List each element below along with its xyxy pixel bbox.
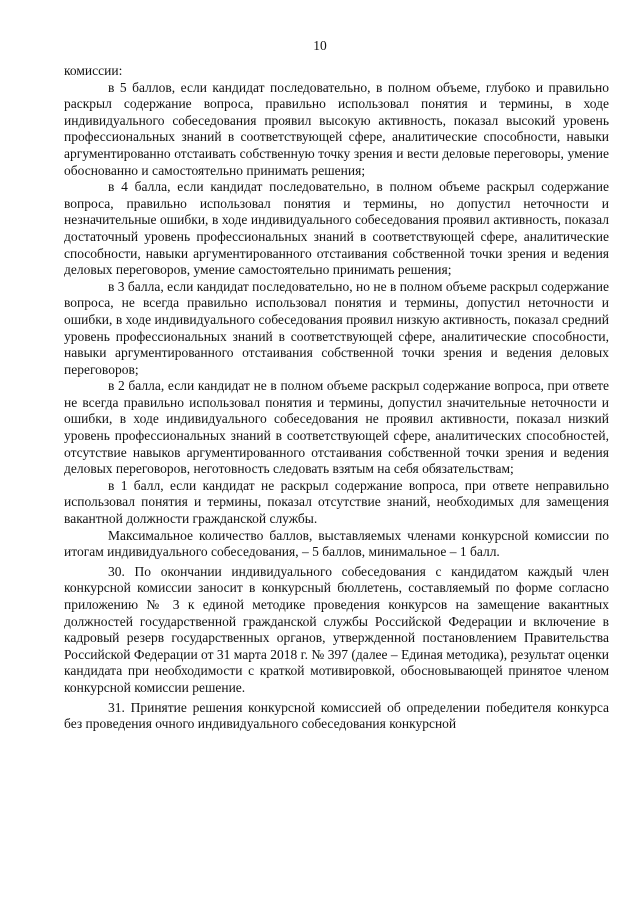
paragraph-score-1: в 1 балл, если кандидат не раскрыл содержание вопроса, при ответе неправильно использовал понятия и термины, показал отсутствие знаний, необходимых для замещения вакантной должности гражданской службы. xyxy=(64,477,609,527)
paragraph-score-4: в 4 балла, если кандидат последовательно, в полном объеме раскрыл содержание вопроса, правильно использовал понятия и термины, но допустил неточности и незначительные ошибки, в ходе индивидуального собеседования проявил активность, показал достаточный уровень профессиональных знаний в соответствующей сфере, аналитические способности, навыки аргументированного отстаивания собственной точки зрения и ведения деловых переговоров, умение самостоятельно принимать решения; xyxy=(64,179,609,278)
paragraph-item-30: 30. По окончании индивидуального собеседования с кандидатом каждый член конкурсной комиссии заносит в конкурсный бюллетень, составляемый по форме согласно приложению № 3 к единой методике проведения конкурсов на замещение вакантных должностей государственной гражданской службы Российской Федерации и включение в кадровый резерв государственных органов, утвержденной постановлением Правительства Российской Федерации от 31 марта 2018 г. № 397 (далее – Единая методика), результат оценки кандидата при необходимости с краткой мотивировкой, обосновывающей принятое членом конкурсной комиссии решение. xyxy=(64,563,609,695)
paragraph-score-2: в 2 балла, если кандидат не в полном объеме раскрыл содержание вопроса, при ответе не всегда правильно использовал понятия и термины, допустил значительные неточности и ошибки, в ходе индивидуального собеседования не проявил активности, показал низкий уровень профессиональных знаний в соответствующей сфере, аналитических способностей, отсутствие навыков аргументированного отстаивания собственной точки зрения и ведения деловых переговоров, неготовность следовать взятым на себя обязательствам; xyxy=(64,378,609,477)
body-text xyxy=(64,63,609,733)
paragraph-commission-continued: комиссии: xyxy=(64,63,123,78)
paragraph-score-5: в 5 баллов, если кандидат последовательно, в полном объеме, глубоко и правильно раскрыл содержание вопроса, правильно использовал понятия и термины, в ходе индивидуального собеседования проявил высокую активность, показал высокий уровень профессиональных знаний в соответствующей сфере, аналитические способности, навыки аргументированно отстаивать собственную точку зрения и вести деловые переговоры, умение обоснованно и самостоятельно принимать решения; xyxy=(64,79,609,178)
paragraph-max-min-score: Максимальное количество баллов, выставляемых членами конкурсной комиссии по итогам индивидуального собеседования, – 5 баллов, минимальное – 1 балл. xyxy=(64,527,609,560)
paragraph-item-31: 31. Принятие решения конкурсной комиссией об определении победителя конкурса без проведения очного индивидуального собеседования конкурсной xyxy=(64,699,609,732)
paragraph-score-3: в 3 балла, если кандидат последовательно, но не в полном объеме раскрыл содержание вопроса, не всегда правильно использовал понятия и термины, допустил неточности и ошибки, в ходе индивидуального собеседования проявил низкую активность, показал средний уровень профессиональных знаний в соответствующей сфере, аналитические способности, навыки аргументированного отстаивания собственной точки зрения и ведения деловых переговоров; xyxy=(64,278,609,377)
page-number: 10 xyxy=(313,38,327,53)
